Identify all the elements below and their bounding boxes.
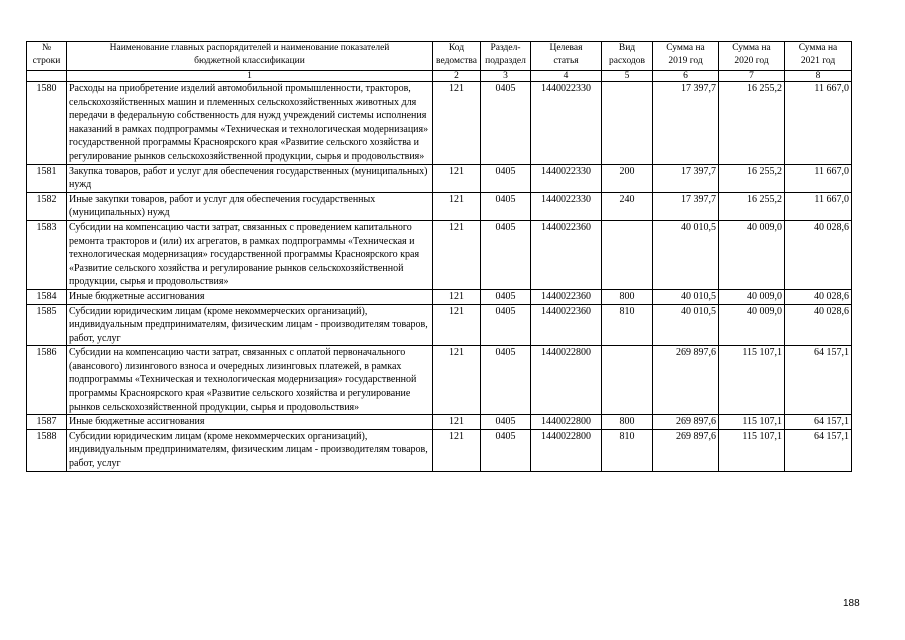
column-number: 7 (719, 71, 785, 82)
row-sum-2019: 17 397,7 (653, 82, 719, 165)
column-number (27, 71, 67, 82)
row-number: 1585 (27, 304, 67, 346)
table-row (27, 82, 852, 165)
row-sum-2021: 11 667,0 (785, 192, 852, 220)
header-target: Целевая статья (531, 42, 602, 71)
row-section: 0405 (481, 289, 531, 304)
row-sum-2021: 40 028,6 (785, 289, 852, 304)
column-number: 1 (67, 71, 433, 82)
column-number-row (27, 71, 852, 82)
row-name: Иные бюджетные ассигнования (67, 289, 433, 304)
row-number: 1582 (27, 192, 67, 220)
header-sum-2021: Сумма на 2021 год (785, 42, 852, 71)
row-sum-2020: 16 255,2 (719, 192, 785, 220)
row-sum-2019: 40 010,5 (653, 304, 719, 346)
row-section: 0405 (481, 429, 531, 471)
table-row (27, 164, 852, 192)
table-row (27, 304, 852, 346)
row-sum-2021: 11 667,0 (785, 82, 852, 165)
column-number: 2 (433, 71, 481, 82)
row-sum-2020: 40 009,0 (719, 289, 785, 304)
row-sum-2019: 269 897,6 (653, 429, 719, 471)
row-sum-2020: 115 107,1 (719, 415, 785, 430)
row-number: 1581 (27, 164, 67, 192)
row-sum-2021: 64 157,1 (785, 429, 852, 471)
table-row (27, 289, 852, 304)
row-number: 1584 (27, 289, 67, 304)
row-expense-type: 810 (602, 429, 653, 471)
row-department-code: 121 (433, 192, 481, 220)
header-sum-2020: Сумма на 2020 год (719, 42, 785, 71)
row-target-article: 1440022330 (531, 82, 602, 165)
header-type: Вид расходов (602, 42, 653, 71)
row-name: Иные бюджетные ассигнования (67, 415, 433, 430)
table-row (27, 415, 852, 430)
header-sum-2019: Сумма на 2019 год (653, 42, 719, 71)
row-section: 0405 (481, 220, 531, 289)
row-sum-2021: 64 157,1 (785, 415, 852, 430)
row-section: 0405 (481, 415, 531, 430)
row-target-article: 1440022360 (531, 304, 602, 346)
row-number: 1580 (27, 82, 67, 165)
row-section: 0405 (481, 346, 531, 415)
row-expense-type (602, 346, 653, 415)
row-section: 0405 (481, 164, 531, 192)
row-department-code: 121 (433, 429, 481, 471)
row-sum-2020: 16 255,2 (719, 82, 785, 165)
row-name: Закупка товаров, работ и услуг для обеспечения государственных (муниципальных) нужд (67, 164, 433, 192)
row-name: Расходы на приобретение изделий автомобильной промышленности, тракторов, сельскохозяйственных машин и племенных сельскохозяйственных животных для передачи в федеральную собственность для нужд учреждений системы исполнения наказаний в рамках подпрограммы «Техническая и технологическая модернизация» государственной программы Красноярского края «Развитие сельского хозяйства и регулирование рынков сельскохозяйственной продукции, сырья и продовольствия» (67, 82, 433, 165)
table-row (27, 220, 852, 289)
row-department-code: 121 (433, 220, 481, 289)
row-section: 0405 (481, 192, 531, 220)
row-target-article: 1440022330 (531, 164, 602, 192)
row-sum-2021: 64 157,1 (785, 346, 852, 415)
column-number: 3 (481, 71, 531, 82)
row-sum-2020: 115 107,1 (719, 346, 785, 415)
table-row (27, 192, 852, 220)
row-target-article: 1440022330 (531, 192, 602, 220)
column-number: 5 (602, 71, 653, 82)
header-row-no: № строки (27, 42, 67, 71)
column-number: 8 (785, 71, 852, 82)
row-department-code: 121 (433, 415, 481, 430)
header-code: Код ведомства (433, 42, 481, 71)
row-sum-2019: 17 397,7 (653, 192, 719, 220)
row-sum-2019: 40 010,5 (653, 220, 719, 289)
row-name: Субсидии юридическим лицам (кроме некоммерческих организаций), индивидуальным предпринимателям, физическим лицам - производителям товаров, работ, услуг (67, 304, 433, 346)
row-expense-type: 240 (602, 192, 653, 220)
row-target-article: 1440022360 (531, 220, 602, 289)
row-target-article: 1440022800 (531, 429, 602, 471)
row-target-article: 1440022360 (531, 289, 602, 304)
row-name: Иные закупки товаров, работ и услуг для обеспечения государственных (муниципальных) нужд (67, 192, 433, 220)
row-sum-2019: 17 397,7 (653, 164, 719, 192)
header-name: Наименование главных распорядителей и наименование показателей бюджетной классификации (67, 42, 433, 71)
page-number: 188 (843, 598, 860, 609)
row-sum-2020: 40 009,0 (719, 220, 785, 289)
row-sum-2019: 40 010,5 (653, 289, 719, 304)
row-expense-type: 200 (602, 164, 653, 192)
row-target-article: 1440022800 (531, 346, 602, 415)
row-sum-2020: 40 009,0 (719, 304, 785, 346)
row-sum-2021: 40 028,6 (785, 304, 852, 346)
row-sum-2019: 269 897,6 (653, 415, 719, 430)
row-number: 1586 (27, 346, 67, 415)
column-number: 4 (531, 71, 602, 82)
row-expense-type: 810 (602, 304, 653, 346)
row-sum-2020: 16 255,2 (719, 164, 785, 192)
row-section: 0405 (481, 82, 531, 165)
row-department-code: 121 (433, 289, 481, 304)
row-expense-type: 800 (602, 415, 653, 430)
header-section: Раздел-подраздел (481, 42, 531, 71)
budget-table (26, 41, 852, 472)
row-expense-type (602, 220, 653, 289)
table-row (27, 429, 852, 471)
row-department-code: 121 (433, 304, 481, 346)
row-name: Субсидии юридическим лицам (кроме некоммерческих организаций), индивидуальным предпринимателям, физическим лицам - производителям товаров, работ, услуг (67, 429, 433, 471)
row-section: 0405 (481, 304, 531, 346)
row-sum-2020: 115 107,1 (719, 429, 785, 471)
row-sum-2021: 11 667,0 (785, 164, 852, 192)
row-sum-2021: 40 028,6 (785, 220, 852, 289)
row-number: 1587 (27, 415, 67, 430)
row-sum-2019: 269 897,6 (653, 346, 719, 415)
row-name: Субсидии на компенсацию части затрат, связанных с проведением капитального ремонта тракторов и (или) их агрегатов, в рамках подпрограммы «Техническая и технологическая модернизация» государственной программы Красноярского края «Развитие сельского хозяйства и регулирование рынков сельскохозяйственной продукции, сырья и продовольствия» (67, 220, 433, 289)
row-department-code: 121 (433, 164, 481, 192)
column-number: 6 (653, 71, 719, 82)
row-target-article: 1440022800 (531, 415, 602, 430)
row-number: 1588 (27, 429, 67, 471)
table-row (27, 346, 852, 415)
row-department-code: 121 (433, 346, 481, 415)
row-expense-type (602, 82, 653, 165)
row-name: Субсидии на компенсацию части затрат, связанных с оплатой первоначального (авансового) лизингового взноса и очередных лизинговых платежей, в рамках подпрограммы «Техническая и технологическая модернизация» государственной программы Красноярского края «Развитие сельского хозяйства и регулирование рынков сельскохозяйственной продукции, сырья и продовольствия» (67, 346, 433, 415)
row-department-code: 121 (433, 82, 481, 165)
row-number: 1583 (27, 220, 67, 289)
row-expense-type: 800 (602, 289, 653, 304)
header-row (27, 42, 852, 71)
